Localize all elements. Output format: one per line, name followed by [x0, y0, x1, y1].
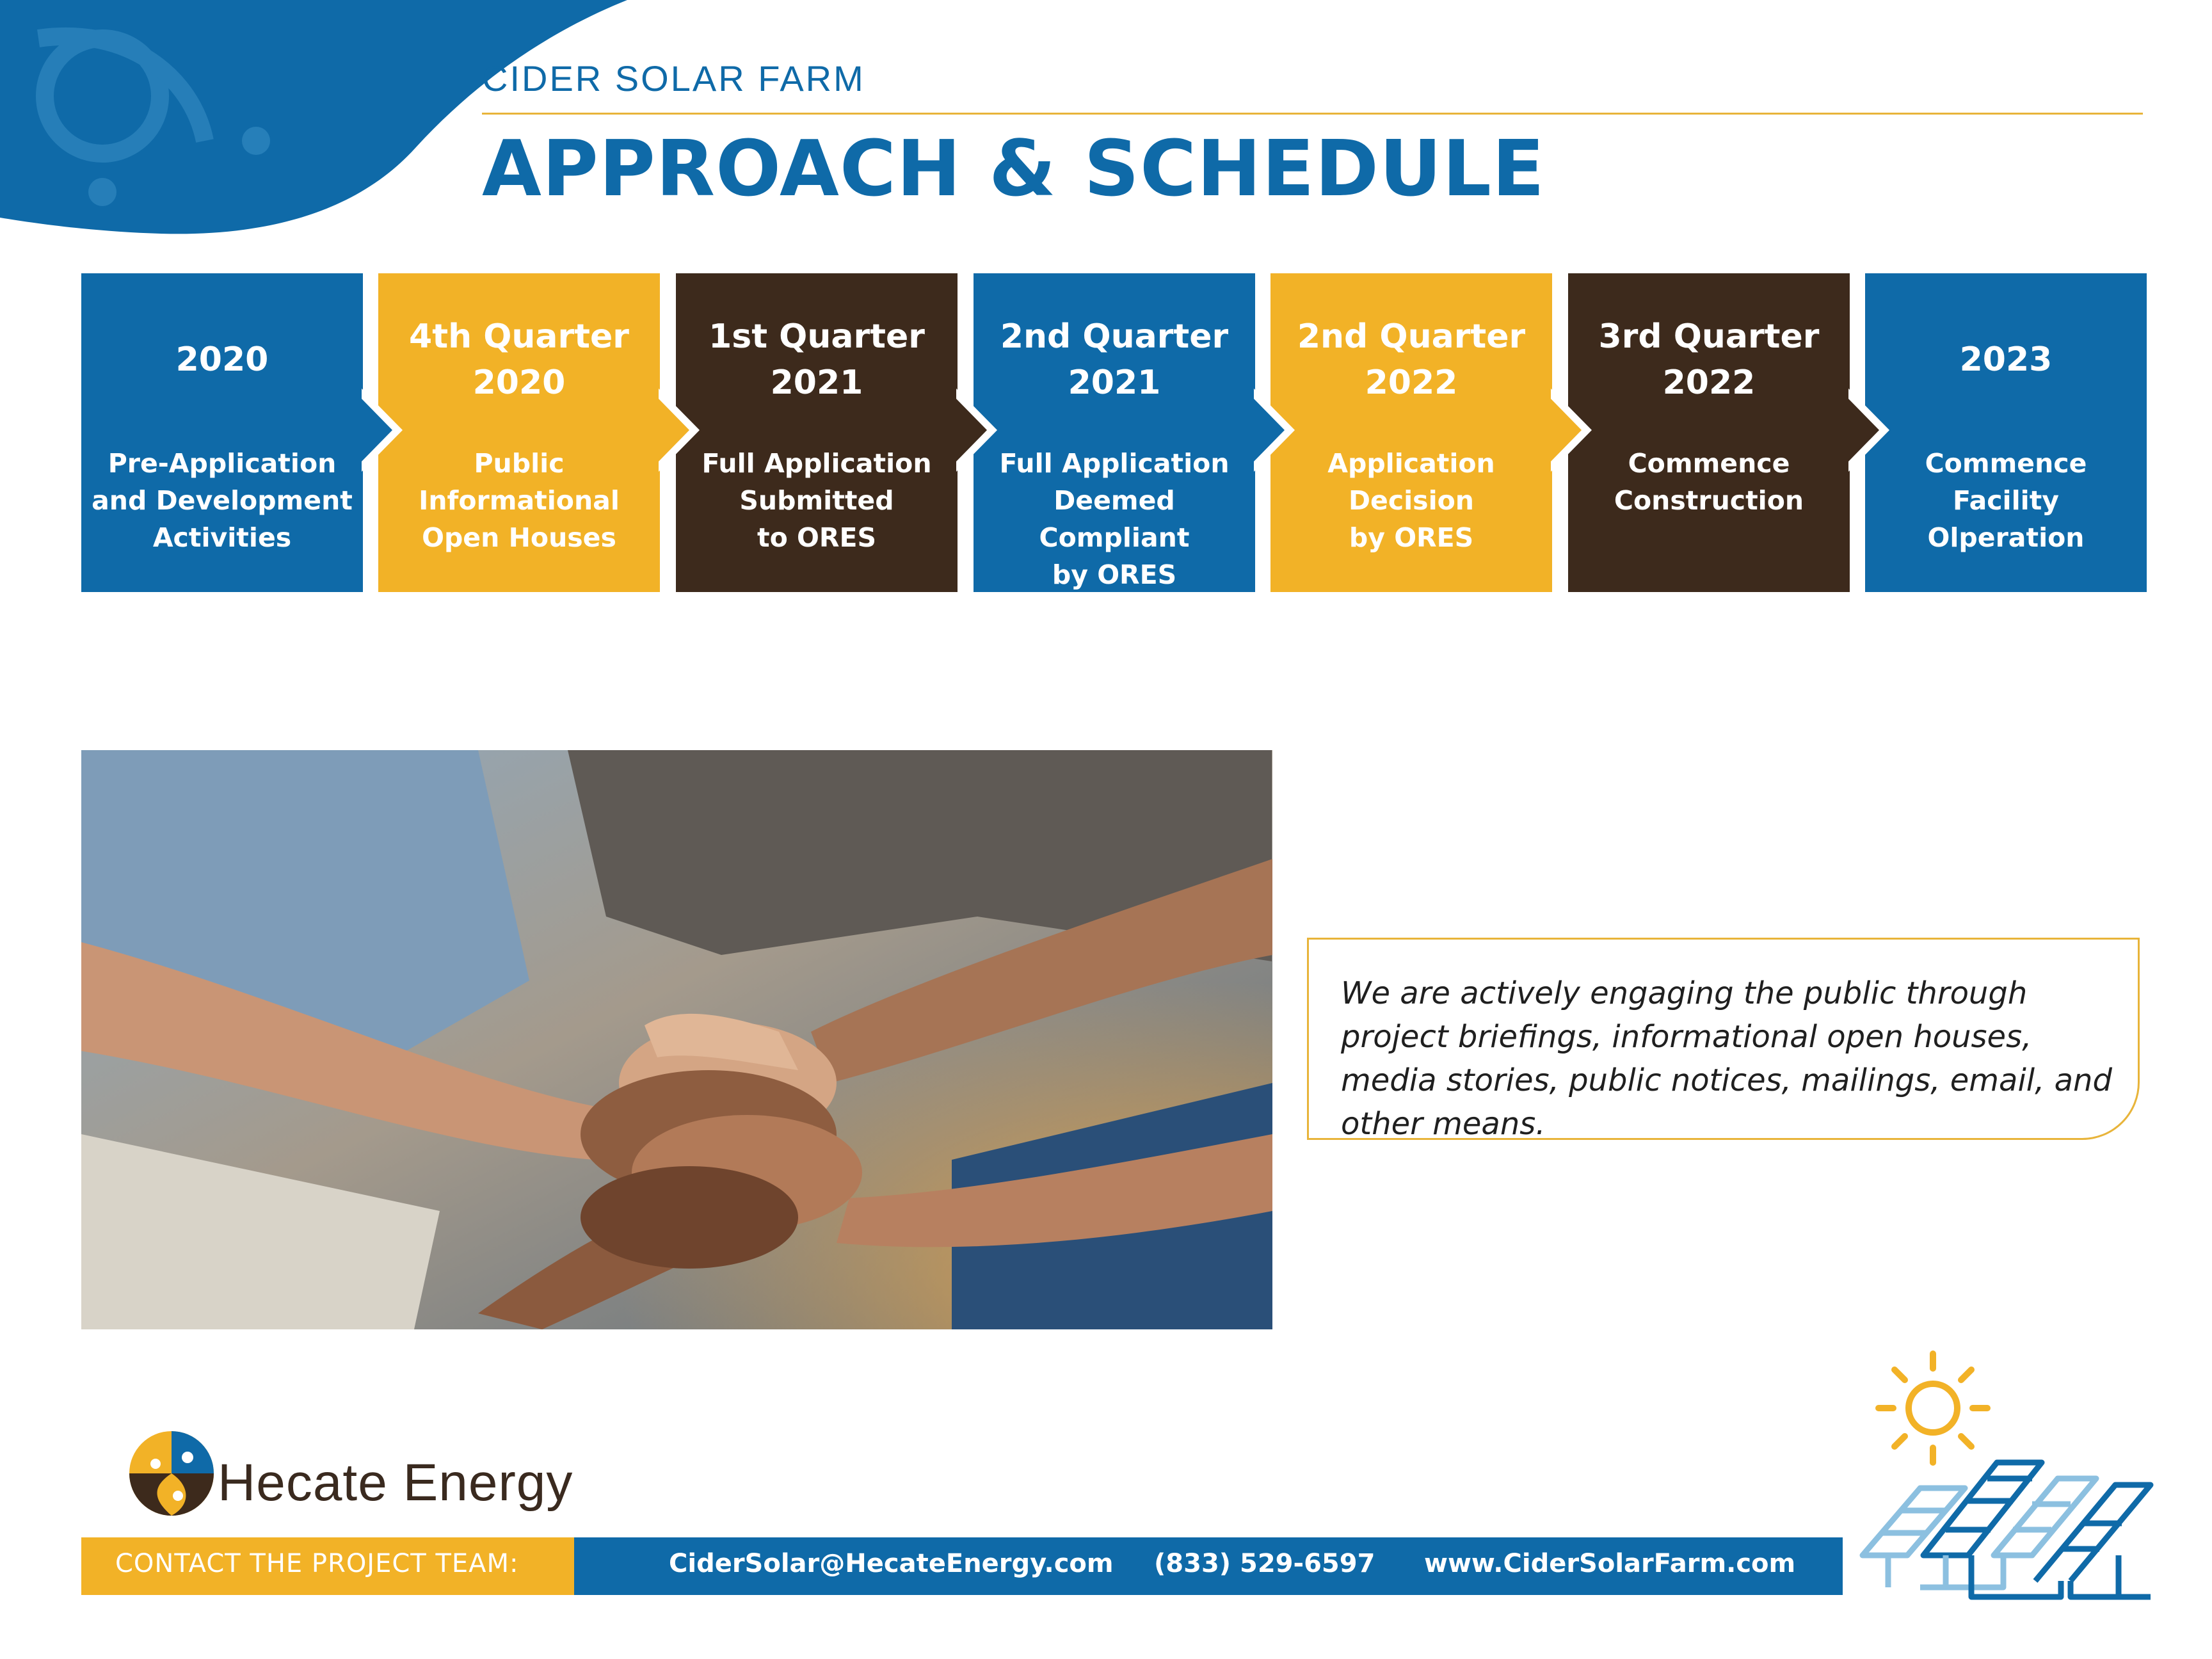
page-title: APPROACH & SCHEDULE [482, 125, 1545, 214]
timeline-chevrons [0, 273, 2212, 592]
hecate-logo-icon [127, 1429, 216, 1518]
contact-website-link[interactable]: www.CiderSolarFarm.com [1424, 1549, 1796, 1578]
sun-icon [1879, 1354, 1987, 1463]
timeline-period: 2nd Quarter 2021 [1000, 317, 1229, 402]
engagement-text: We are actively engaging the public through project briefings, informational open houses, media stories, public notices, mailings, email, and other means. [1341, 975, 2112, 1142]
timeline-description: Full Application Deemed Compliant by ORES [999, 448, 1230, 590]
project-subtitle: CIDER SOLAR FARM [482, 58, 865, 99]
contact-email-link[interactable]: CiderSolar@HecateEnergy.com [669, 1549, 1114, 1578]
timeline-description: Pre-Application and Development Activities [92, 448, 353, 553]
team-hands-photo [81, 750, 1272, 1329]
contact-label: CONTACT THE PROJECT TEAM: [115, 1549, 519, 1578]
timeline-period: 2020 [175, 341, 269, 379]
solar-panel-icon [1850, 1344, 2157, 1607]
contact-phone[interactable]: (833) 529-6597 [1154, 1549, 1375, 1578]
company-name: Hecate Energy [218, 1454, 573, 1512]
timeline-description: Commence Facility Olperation [1925, 448, 2087, 553]
timeline-period: 4th Quarter 2020 [409, 317, 629, 402]
timeline-period: 1st Quarter 2021 [709, 317, 925, 402]
timeline-description: Public Informational Open Houses [419, 448, 620, 553]
timeline-description: Full Application Submitted to ORES [701, 448, 932, 553]
timeline-description: Commence Construction [1614, 448, 1804, 516]
timeline-description: Application Decision by ORES [1327, 448, 1495, 553]
engagement-callout [1307, 938, 2140, 1140]
header-divider [482, 113, 2143, 115]
timeline-period: 2nd Quarter 2022 [1297, 317, 1526, 402]
timeline-period: 2023 [1959, 341, 2053, 379]
timeline-period: 3rd Quarter 2022 [1598, 317, 1820, 402]
